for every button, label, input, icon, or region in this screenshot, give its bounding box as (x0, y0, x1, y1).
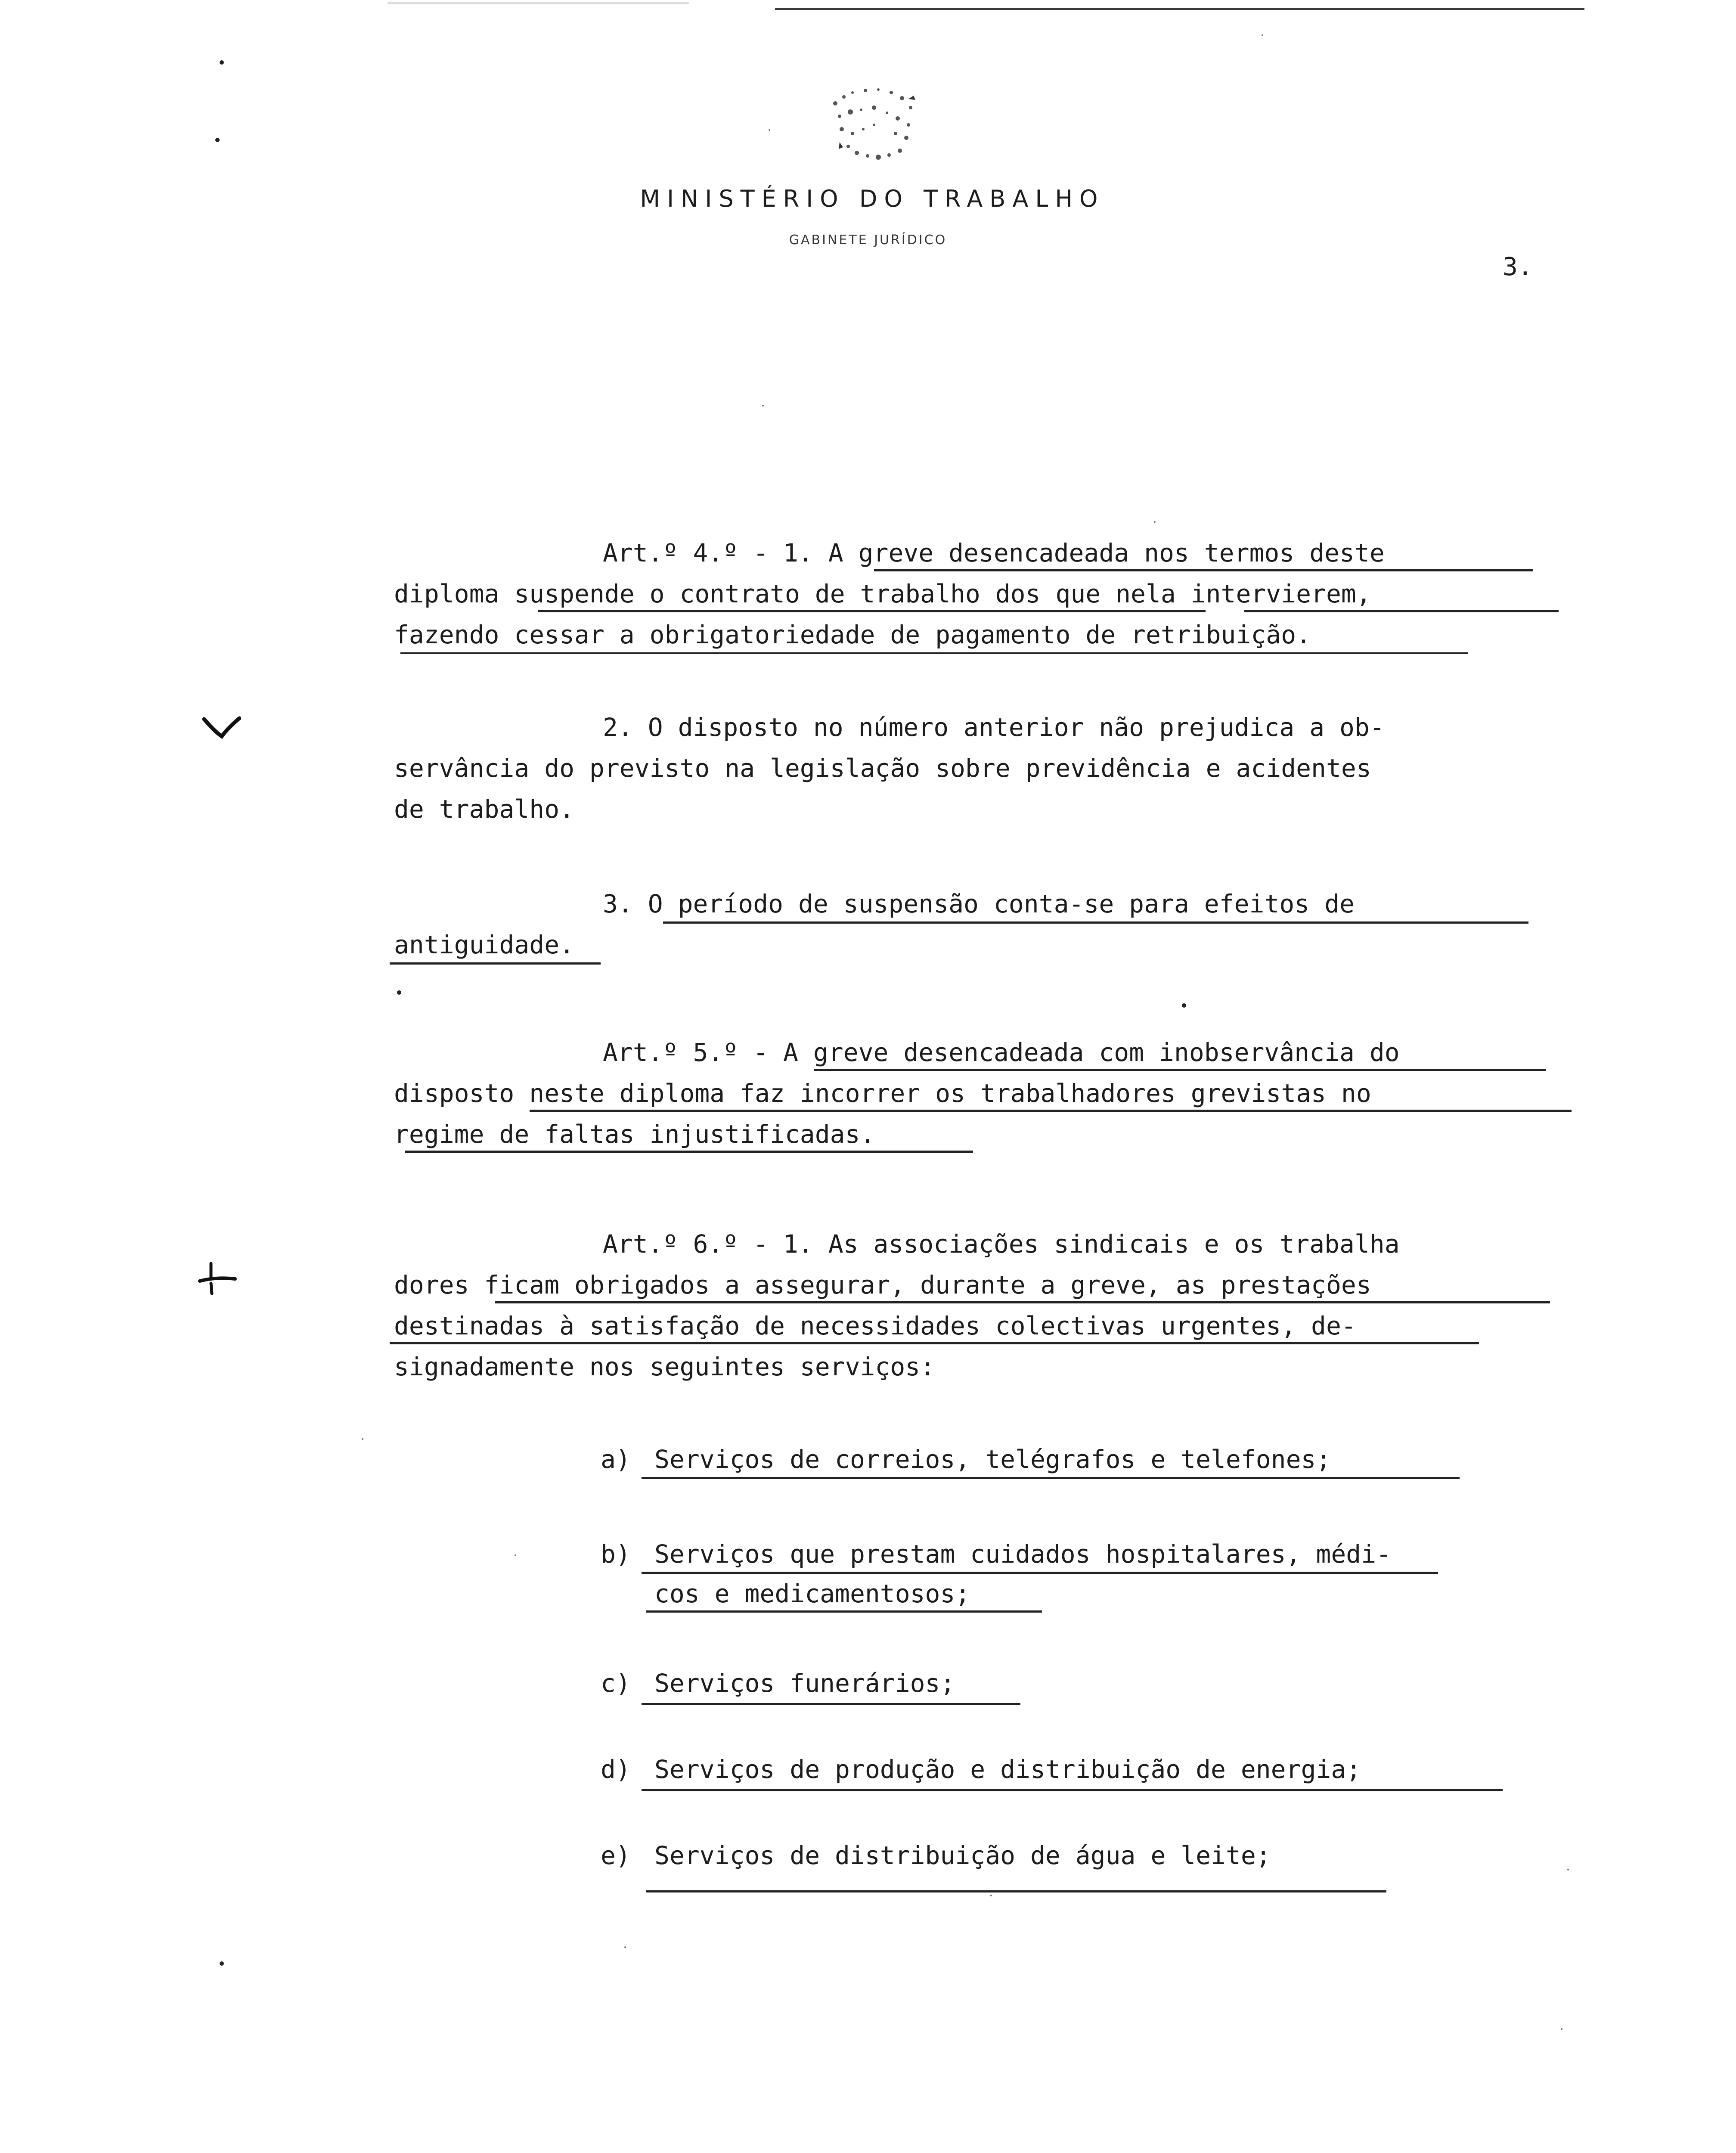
item-e-marker: e) (601, 1841, 631, 1870)
underline (538, 610, 1206, 612)
item-d-text: Serviços de produção e distribuição de energia; (654, 1755, 1361, 1784)
art6-line-2: dores ficam obrigados a assegurar, durante a greve, as prestações (394, 1270, 1371, 1300)
underline (530, 1110, 1572, 1112)
underline (814, 1069, 1546, 1071)
art4-p3-line-2: antiguidade. (394, 930, 575, 959)
scan-speck (762, 405, 764, 406)
underline (646, 1890, 1386, 1892)
page-number: 3. (1503, 252, 1533, 281)
item-b-text-1: Serviços que prestam cuidados hospitalares, médi- (654, 1539, 1392, 1569)
art6-line-3: destinadas à satisfação de necessidades colectivas urgentes, de- (394, 1311, 1356, 1340)
scan-speck (515, 1554, 516, 1556)
department-subtitle: GABINETE JURÍDICO (789, 233, 947, 248)
scan-dot (1182, 1003, 1186, 1008)
item-d-marker: d) (601, 1755, 631, 1784)
scan-speck (624, 1946, 626, 1948)
art4-p3-line-1: 3. O período de suspensão conta-se para efeitos de (603, 889, 1355, 918)
check-mark-icon (198, 1262, 237, 1296)
underline (642, 1789, 1503, 1791)
item-a-text: Serviços de correios, telégrafos e telefones; (654, 1445, 1331, 1474)
scan-edge-line (775, 8, 1584, 10)
underline (1244, 610, 1559, 612)
art4-p2-line-2: servância do previsto na legislação sobre previdência e acidentes (394, 754, 1371, 783)
art4-line-2: diploma suspende o contrato de trabalho dos que nela intervierem, (394, 579, 1371, 608)
art6-line-1: Art.º 6.º - 1. As associações sindicais e os trabalha (603, 1229, 1400, 1259)
scan-speck (1561, 2028, 1562, 2030)
scan-speck (769, 129, 770, 131)
underline (646, 1610, 1042, 1613)
item-e-text: Serviços de distribuição de água e leite; (654, 1841, 1271, 1870)
item-b-marker: b) (601, 1539, 631, 1569)
scan-speck (990, 1895, 992, 1896)
art5-line-3: regime de faltas injustificadas. (394, 1120, 875, 1149)
underline (642, 1703, 1020, 1705)
check-mark-icon (202, 715, 241, 741)
scan-speck (1154, 521, 1156, 523)
scan-speck (362, 1438, 363, 1440)
item-c-text: Serviços funerários; (654, 1669, 955, 1698)
coat-of-arms-seal (809, 78, 939, 177)
art4-p2-line-1: 2. O disposto no número anterior não prejudica a ob- (603, 713, 1385, 742)
art4-p2-line-3: de trabalho. (394, 794, 575, 824)
underline (390, 962, 601, 965)
underline (495, 1301, 1550, 1303)
item-a-marker: a) (601, 1445, 631, 1474)
underline (390, 1342, 1479, 1344)
scan-speck (1262, 34, 1263, 36)
art4-line-3: fazendo cessar a obrigatoriedade de pagamento de retribuição. (394, 620, 1311, 649)
underline (874, 569, 1533, 571)
ministry-title: MINISTÉRIO DO TRABALHO (640, 185, 1105, 212)
underline (400, 652, 1468, 654)
underline (642, 1572, 1438, 1574)
scan-dot (215, 138, 220, 142)
art5-line-2: disposto neste diploma faz incorrer os trabalhadores grevistas no (394, 1079, 1371, 1108)
scan-dot (220, 60, 224, 65)
scan-speck (1567, 1869, 1569, 1871)
item-b-text-2: cos e medicamentosos; (654, 1579, 970, 1608)
art6-line-4: signadamente nos seguintes serviços: (394, 1352, 936, 1381)
scan-dot (397, 990, 401, 995)
underline (642, 1477, 1460, 1479)
scan-dot (220, 1961, 224, 1966)
art5-line-1: Art.º 5.º - A greve desencadeada com inobservância do (603, 1038, 1400, 1067)
art4-line-1: Art.º 4.º - 1. A greve desencadeada nos termos deste (603, 538, 1385, 568)
item-c-marker: c) (601, 1669, 631, 1698)
underline (663, 921, 1528, 924)
underline (405, 1151, 973, 1153)
